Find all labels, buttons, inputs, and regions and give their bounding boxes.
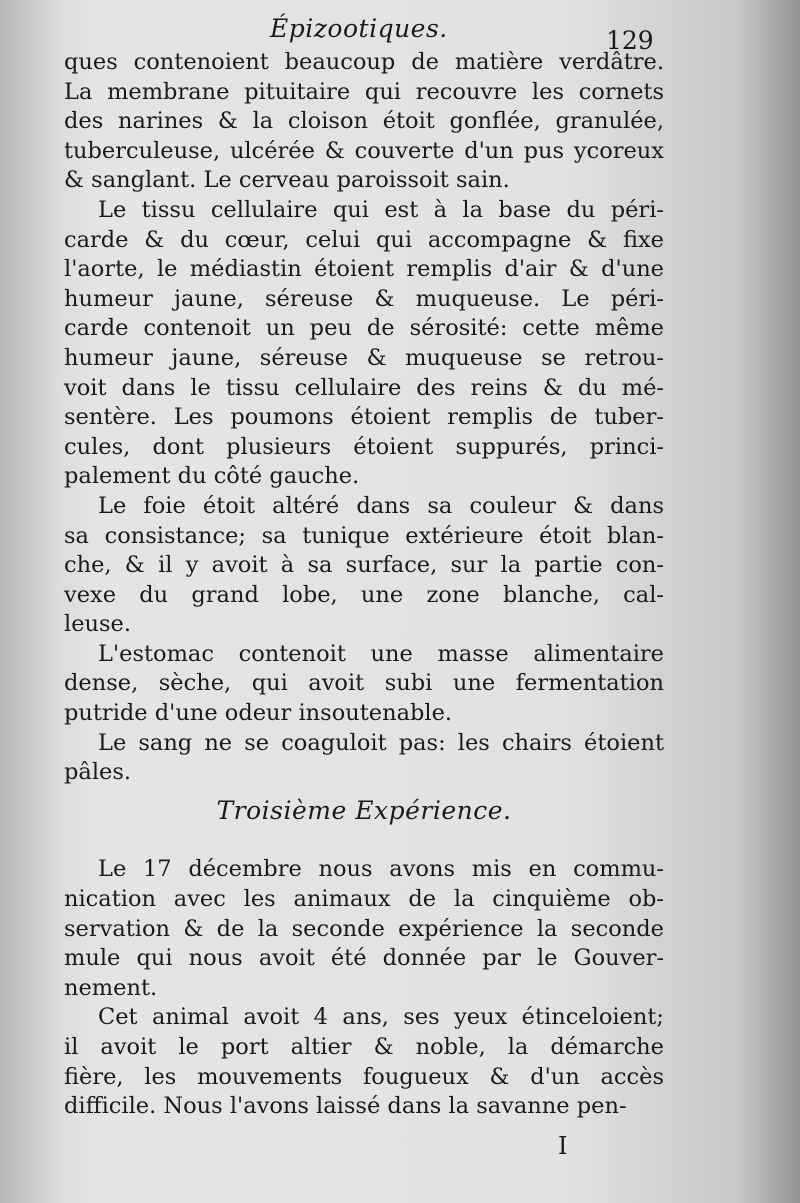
paragraph (64, 492, 664, 640)
text-line: dense, sèche, qui avoit subi une fermentation (64, 670, 664, 697)
text-line: tuberculeuse, ulcérée & couverte d'un pus ycoreux (64, 137, 664, 164)
text-line: des narines & la cloison étoit gonflée, granulée, (64, 108, 664, 135)
text-line: ques contenoient beaucoup de matière verdâtre. (64, 49, 664, 75)
text-line: palement du côté gauche. (64, 463, 360, 490)
text-line: L'estomac contenoit une masse alimentaire (98, 640, 664, 667)
page-edge-shadow (740, 0, 800, 1203)
text-line: humeur jaune, séreuse & muqueuse se retrou- (64, 344, 664, 371)
text-line: fière, les mouvements fougueux & d'un accès (64, 1063, 664, 1090)
text-line: Le foie étoit altéré dans sa couleur & dans (98, 492, 664, 519)
text-line: Le tissu cellulaire qui est à la base du péri- (98, 196, 664, 223)
paragraph-group-after-section (64, 855, 664, 1121)
paragraph (64, 729, 664, 788)
text-line: pâles. (64, 759, 132, 786)
text-line: La membrane pituitaire qui recouvre les cornets (64, 78, 664, 105)
text-line: nication avec les animaux de la cinquième ob- (64, 886, 664, 913)
body-text (64, 48, 664, 1122)
text-line: che, & il y avoit à sa surface, sur la partie con- (64, 552, 664, 579)
text-line: nement. (64, 974, 158, 1001)
text-line: sentère. Les poumons étoient remplis de tuber- (64, 404, 664, 431)
paragraph (64, 48, 664, 196)
running-head: Épizootiques. (270, 14, 448, 43)
paragraph (64, 855, 664, 1003)
page-gutter-shadow (0, 0, 60, 1203)
text-line: vexe du grand lobe, une zone blanche, cal- (64, 581, 664, 608)
text-line: sa consistance; sa tunique extérieure étoit blan- (64, 522, 664, 549)
paragraph (64, 1003, 664, 1121)
text-line: cules, dont plusieurs étoient suppurés, princi- (64, 433, 664, 460)
signature-mark: I (558, 1132, 568, 1160)
text-line: humeur jaune, séreuse & muqueuse. Le péri- (64, 285, 664, 312)
text-line: Le 17 décembre nous avons mis en commu- (98, 856, 664, 883)
text-line: mule qui nous avoit été donnée par le Gouver- (64, 945, 664, 972)
text-line: & sanglant. Le cerveau paroissoit sain. (64, 167, 510, 194)
text-line: leuse. (64, 611, 132, 638)
text-line: Cet animal avoit 4 ans, ses yeux étinceloient; (98, 1004, 664, 1031)
paragraph (64, 196, 664, 492)
text-line: difficile. Nous l'avons laissé dans la savanne pen- (64, 1093, 627, 1120)
text-line: Le sang ne se coaguloit pas: les chairs étoient (98, 729, 664, 756)
text-line: l'aorte, le médiastin étoient remplis d'air & d'une (64, 256, 664, 283)
text-line: putride d'une odeur insoutenable. (64, 700, 453, 727)
text-line: voit dans le tissu cellulaire des reins & du mé- (64, 374, 664, 401)
page-number: 129 (606, 26, 654, 55)
text-line: carde contenoit un peu de sérosité: cette même (64, 315, 664, 342)
paragraph-group-before-section (64, 48, 664, 788)
page-header (0, 12, 800, 55)
text-line: il avoit le port altier & noble, la démarche (64, 1034, 664, 1060)
paragraph (64, 640, 664, 729)
text-line: servation & de la seconde expérience la seconde (64, 915, 664, 942)
text-line: carde & du cœur, celui qui accompagne & fixe (64, 226, 664, 253)
section-title: Troisième Expérience. (216, 795, 512, 825)
